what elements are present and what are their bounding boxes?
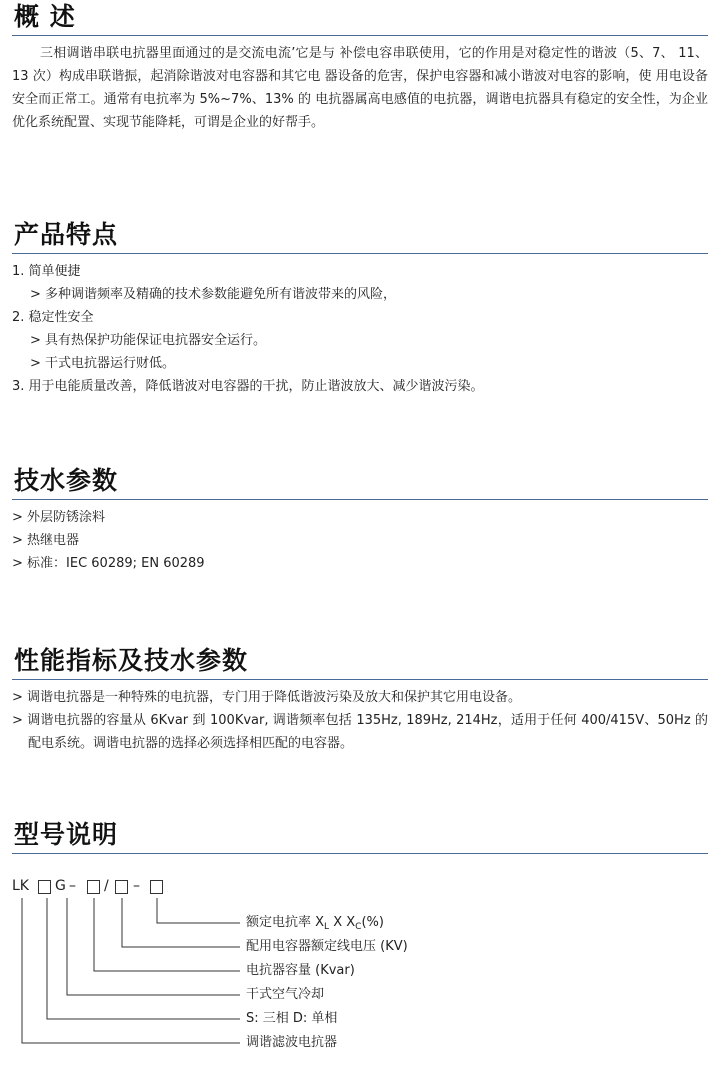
features-section [12, 220, 708, 398]
performance-heading: 性能指标及技水参数 [12, 646, 708, 680]
callout-line-capacity [94, 898, 240, 971]
code-box-reactance [150, 880, 163, 894]
callout-reactance [246, 914, 384, 936]
feature-item-2: 2. 稳定性安全 [12, 310, 94, 325]
performance-item: > 调谐电抗器的容量从 6Kvar 到 100Kvar, 调谐频率包括 135Hz, 189Hz, 214Hz，适用于任何 400/415V、50Hz 的配电系统。调谐电抗器的选择必须选择相匹配的电容器。 [12, 713, 708, 751]
code-box-capacity [87, 880, 100, 894]
code-box-voltage [115, 880, 128, 894]
performance-item: > 调谐电抗器是一种特殊的电抗器，专门用于降低谐波污染及放大和保护其它用电设备。 [12, 690, 522, 705]
callout-phase: S: 三相 D: 单相 [246, 1011, 338, 1026]
callout-line-phase [47, 898, 240, 1019]
feature-subitem: > 干式电抗器运行财低。 [30, 356, 176, 371]
code-g: G [55, 878, 66, 894]
feature-subitem: > 多种调谐频率及精确的技术参数能避免所有谐波带来的风险， [30, 287, 397, 302]
tech-item: > 热继电器 [12, 533, 80, 548]
feature-item-1: 1. 简单便捷 [12, 264, 81, 279]
tech-item: > 外层防锈涂料 [12, 510, 106, 525]
code-box-phase [38, 880, 51, 894]
callout-reactance-text: 额定电抗率 X [246, 915, 325, 930]
subscript-c: C [355, 922, 362, 932]
performance-list [12, 686, 708, 755]
callout-lines [12, 876, 708, 1066]
feature-item-3: 3. 用于电能质量改善，降低谐波对电容器的干扰，防止谐波放大、减少谐波污染。 [12, 379, 484, 394]
overview-paragraph: 三相调谐串联电抗器里面通过的是交流电流’它是与 补偿电容串联使用，它的作用是对稳定性的谐波（5、7、 11、13 次）构成串联谐振，起消除谐波对电容器和其它电 器设备的危害，保护电容器和减小谐波对电容的影响，使 用电设备安全而正常工。通常有电抗率为 5%~7%、13% 的 电抗器属高电感值的电抗器，调谐电抗器具有稳定的安全性，为企业优化系统配置、实现节能降耗，可谓是企业的好帮手。 [12, 46, 708, 130]
callout-reactance-suffix: (%) [361, 915, 384, 930]
model-code-diagram [12, 876, 708, 1066]
feature-subitem: > 具有热保护功能保证电抗器安全运行。 [30, 333, 267, 348]
subscript-l: L [324, 922, 330, 932]
overview-heading: 概 述 [12, 2, 708, 36]
code-dash: – [133, 878, 140, 894]
code-dash: – [69, 878, 76, 894]
tech-heading: 技水参数 [12, 466, 708, 500]
callout-voltage: 配用电容器额定线电压 (KV) [246, 939, 408, 954]
model-section [12, 820, 708, 854]
tech-section [12, 466, 708, 575]
callout-reactance-mid: X X [329, 915, 356, 930]
code-lk: LK [12, 878, 29, 894]
callout-cooling: 干式空气冷却 [246, 987, 325, 1002]
features-heading: 产品特点 [12, 220, 708, 254]
callout-line-reactance [157, 898, 240, 923]
overview-section [12, 2, 708, 134]
performance-section [12, 646, 708, 755]
model-heading: 型号说明 [12, 820, 708, 854]
callout-type: 调谐滤波电抗器 [246, 1035, 338, 1050]
tech-item: > 标准：IEC 60289; EN 60289 [12, 556, 205, 571]
code-slash: / [104, 878, 109, 894]
tech-list [12, 506, 708, 575]
callout-capacity: 电抗器容量 (Kvar) [246, 963, 355, 978]
features-list [12, 260, 708, 398]
